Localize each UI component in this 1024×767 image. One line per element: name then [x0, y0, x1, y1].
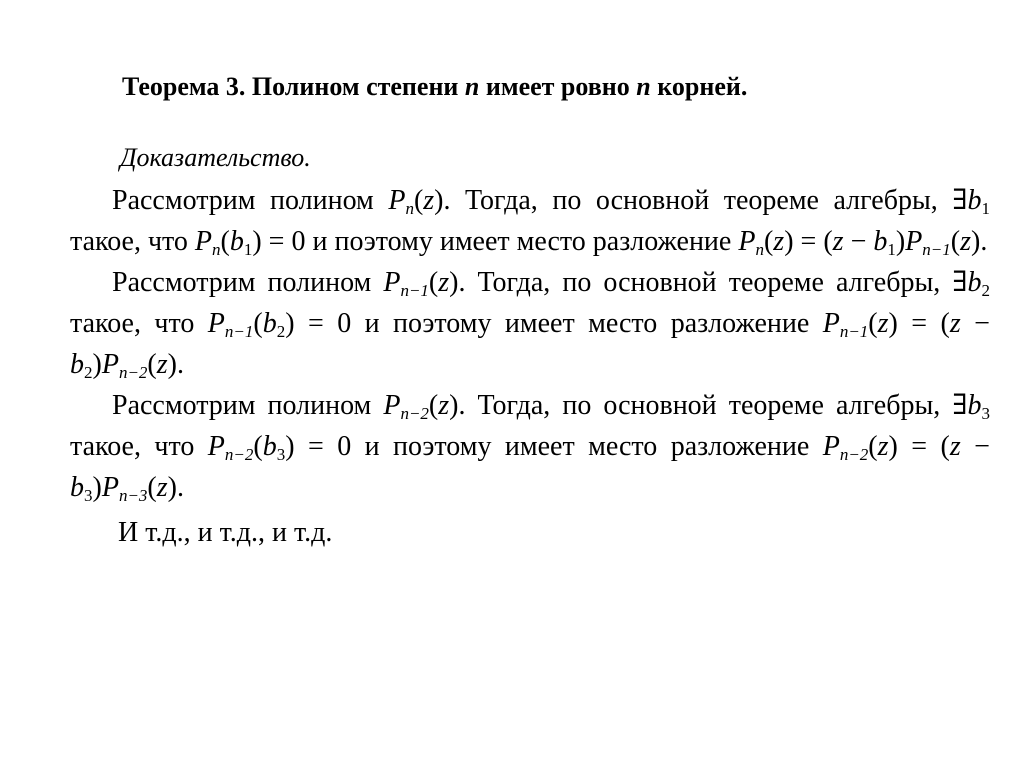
theorem-title-middle: имеет ровно: [479, 72, 637, 101]
poly-index: n: [405, 199, 414, 218]
poly-index: n−1: [922, 240, 951, 259]
final-line: И т.д., и т.д., и т.д.: [118, 517, 333, 548]
root-index: 1: [981, 199, 990, 218]
proof-paragraph: Рассмотрим полином $P_{n-1}(z)$. Тогда, по основной теореме алгебры, $\exists b_2$ такое, что $P_{n-1}(b_2) = 0$ и поэтому имеет место разложение $P_{n-1}(z) = (z - b_2)P_{n-2}(z)$.: [70, 267, 990, 382]
proof-body: [70, 180, 990, 558]
theorem-title-prefix: Теорема 3. Полином степени: [122, 72, 465, 101]
root-index: 1: [243, 240, 253, 259]
proof-label: Доказательство.: [120, 143, 311, 172]
root-index: 1: [887, 240, 896, 259]
proof-paragraph: Рассмотрим полином $P_n(z)$. Тогда, по основной теореме алгебры, $\exists b_1$ такое, что $P_n(b_1) = 0$ и поэтому имеет место разложение $P_n(z) = (z - b_1)P_{n-1}(z)$.: [70, 185, 990, 259]
theorem-title-n: n: [636, 72, 651, 101]
poly-index: n−1: [839, 322, 869, 341]
poly-index: n: [755, 240, 764, 259]
paragraph-text: и поэтому имеет место разложение: [351, 431, 810, 462]
root-index: 2: [276, 322, 286, 341]
theorem-title-n: n: [464, 72, 480, 101]
root-index: 2: [84, 363, 93, 382]
proof-paragraph: Рассмотрим полином $P_{n-2}(z)$. Тогда, по основной теореме алгебры, $\exists b_3$ такое, что $P_{n-2}(b_3) = 0$ и поэтому имеет место разложение $P_{n-2}(z) = (z - b_3)P_{n-3}(z)$.: [70, 390, 990, 505]
decomposition-formula: $P_n(z) = (z - b_1)P_{n-1}(z)$.: [738, 226, 988, 259]
poly-index: n−1: [400, 281, 429, 300]
poly-index: n−2: [118, 363, 148, 382]
poly-index: n−2: [400, 404, 429, 423]
paragraph-text: Рассмотрим полином: [112, 390, 372, 421]
paragraph-text: . Тогда, по основной теореме алгебры,: [443, 185, 938, 216]
poly-index: n−1: [224, 322, 254, 341]
paragraph-text: такое, что: [70, 431, 208, 462]
paragraph-text: . Тогда, по основной теореме алгебры,: [458, 267, 941, 298]
paragraph-text: и поэтому имеет место разложение: [351, 308, 810, 339]
root-index: 3: [981, 404, 990, 423]
root-index: 3: [276, 445, 286, 464]
decomposition-formula: $P_{n-1}(z) = (z - b_2)P_{n-2}(z)$.: [70, 308, 990, 382]
paragraph-text: . Тогда, по основной теореме алгебры,: [458, 390, 941, 421]
poly-index: n−2: [224, 445, 254, 464]
paragraph-text: и поэтому имеет место разложение: [305, 226, 732, 257]
poly-index: n−3: [118, 486, 148, 505]
paragraph-text: Рассмотрим полином: [112, 185, 374, 216]
poly-index: n−2: [839, 445, 869, 464]
paragraph-text: Рассмотрим полином: [112, 267, 372, 298]
paragraph-text: такое, что: [70, 226, 195, 257]
paragraph-text: такое, что: [70, 308, 208, 339]
decomposition-formula: $P_{n-2}(z) = (z - b_3)P_{n-3}(z)$.: [70, 431, 990, 505]
poly-index: n: [212, 240, 221, 259]
root-index: 2: [981, 281, 990, 300]
root-index: 3: [84, 486, 93, 505]
theorem-title: [122, 72, 747, 102]
theorem-title-suffix: корней.: [650, 72, 748, 101]
